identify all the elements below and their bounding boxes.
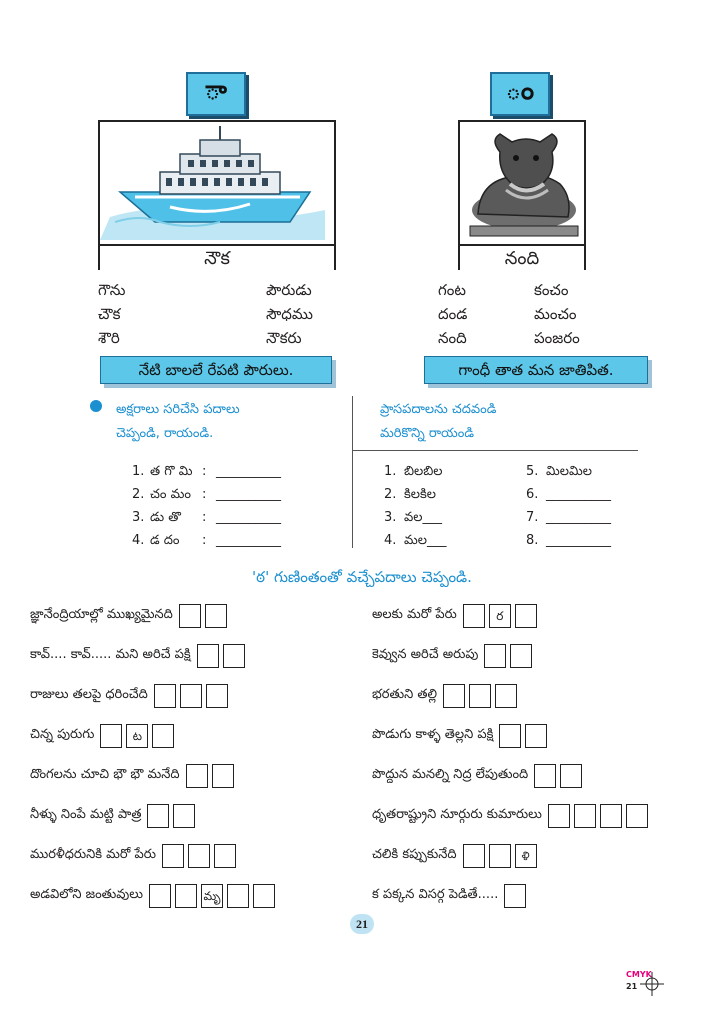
puzzle-row [30,884,279,908]
letter-box[interactable] [525,724,547,748]
puzzle-row [372,684,521,708]
list-item [526,506,611,529]
letter-box[interactable] [152,724,174,748]
item-sep: : [202,533,207,548]
puzzle-question: కెవ్వున అరిచే అరుపు [372,647,479,662]
cmyk-label: CMYK [626,970,652,979]
letter-box[interactable] [149,884,171,908]
letter-box[interactable] [175,884,197,908]
word: నంది [438,329,467,347]
item-number: 3. [384,510,397,525]
word: దండ [438,305,468,323]
item-number: 3. [132,510,145,525]
puzzle-row [372,724,551,748]
letter-box[interactable] [548,804,570,828]
word: శౌరి [98,329,120,347]
ship-illustration [100,122,334,240]
item-number: 8. [526,533,539,548]
section-left-heading-line2: చెప్పండి, రాయండి. [116,426,214,441]
letter-box[interactable]: మృ [201,884,223,908]
letter-box[interactable] [484,644,506,668]
puzzle-question: పొడుగు కాళ్ళ తెల్లని పక్షి [372,727,494,742]
list-item [526,460,611,483]
item-sep: : [202,510,207,525]
puzzle-question: అడవిలోని జంతువులు [30,887,143,902]
answer-blank[interactable]: __________ [216,464,281,479]
word-list-left-col2 [266,278,313,350]
list-item [384,506,446,529]
letter-box[interactable] [227,884,249,908]
tab-right-glyph: ం [505,76,535,106]
letter-tab-left [186,72,246,116]
letter-box[interactable] [515,604,537,628]
letter-box[interactable] [463,604,485,628]
letter-box[interactable] [197,644,219,668]
word: గౌను [98,281,126,299]
letter-box[interactable] [253,884,275,908]
letter-box[interactable] [560,764,582,788]
nandi-picture-card [458,120,586,270]
item-number: 1. [132,464,145,479]
item-text: కిలకిల [404,487,437,502]
item-number: 6. [526,487,539,502]
section-right-underline [352,450,638,451]
letter-box[interactable] [469,684,491,708]
puzzle-row [30,604,231,628]
answer-blank[interactable]: __________ [546,487,611,502]
word: మంచం [534,305,577,323]
letter-box[interactable] [100,724,122,748]
letter-box[interactable] [489,844,511,868]
letter-box[interactable] [205,604,227,628]
puzzle-question: రాజులు తలపై ధరించేది [30,687,148,702]
puzzle-row [30,644,249,668]
letter-box[interactable] [443,684,465,708]
item-number: 4. [132,533,145,548]
puzzle-row [372,804,652,828]
banner-right: గాంధీ తాత మన జాతిపిత. [424,356,648,384]
puzzle-row [372,644,536,668]
item-text[interactable]: మల___ [404,533,447,548]
section-right-heading-line1: ప్రాసపదాలను చదవండి [380,402,497,417]
item-number: 2. [384,487,397,502]
puzzle-row [30,764,238,788]
answer-blank[interactable]: __________ [216,533,281,548]
item-number: 4. [384,533,397,548]
ship-picture-card [98,120,336,270]
puzzle-question: అలకు మరో పేరు [372,607,457,622]
section-divider [352,396,353,548]
letter-box[interactable] [499,724,521,748]
word-list-right-col2 [534,278,580,350]
list-item [132,506,281,529]
letter-box[interactable] [186,764,208,788]
section-right-heading-line2: మరికొన్ని రాయండి [380,426,474,441]
ship-caption: నౌక [100,244,334,272]
puzzle-row [30,684,232,708]
letter-box[interactable] [463,844,485,868]
section-right-items-col1 [384,460,446,552]
puzzle-question: ధృతరాష్ట్రుని నూర్గురు కుమారులు [372,807,542,822]
list-item [132,460,281,483]
section-left-heading-line1: అక్షరాలు సరిచేసి పదాలు [116,402,240,417]
word-list-right-col1 [438,278,467,350]
item-number: 7. [526,510,539,525]
letter-box[interactable] [206,684,228,708]
item-text[interactable]: వల___ [404,510,442,525]
list-item [132,483,281,506]
puzzle-row [372,604,541,628]
item-number: 5. [526,464,539,479]
puzzle-question: చలికి కప్పుకునేది [372,847,457,862]
item-text: డు తొ [150,510,181,525]
letter-box[interactable] [188,844,210,868]
letter-box[interactable] [173,804,195,828]
letter-box[interactable] [600,804,622,828]
puzzle-row [30,724,178,748]
item-number: 2. [132,487,145,502]
list-item [384,460,446,483]
letter-box[interactable] [504,884,526,908]
word-list-left-col1 [98,278,125,350]
letter-box[interactable] [574,804,596,828]
letter-box[interactable] [223,644,245,668]
word: పౌరుడు [266,281,312,299]
letter-box[interactable] [214,844,236,868]
letter-box[interactable]: ర [489,604,511,628]
footer-page-number: 21 [626,982,638,991]
letter-box[interactable]: ట [126,724,148,748]
nandi-caption: నంది [460,244,584,272]
puzzle-question: పొద్దున మనల్ని నిద్ర లేపుతుంది [372,767,529,782]
list-item [384,529,446,552]
puzzle-row [372,764,586,788]
section-left-items [132,460,281,552]
list-item [526,483,611,506]
page-number: 21 [350,914,374,934]
letter-box[interactable] [147,804,169,828]
letter-box[interactable] [179,604,201,628]
answer-blank[interactable]: __________ [216,487,281,502]
answer-blank[interactable]: __________ [546,533,611,548]
bullet-icon [90,400,102,412]
section-left-heading [116,398,240,446]
section-right-items-col2 [526,460,611,552]
letter-box[interactable]: ళి [515,844,537,868]
letter-box[interactable] [154,684,176,708]
item-text: మిలమిల [546,464,592,479]
puzzle-question: భరతుని తల్లి [372,687,437,702]
item-text: త గొ మి [150,464,193,479]
item-number: 1. [384,464,397,479]
answer-blank[interactable]: __________ [546,510,611,525]
list-item [526,529,611,552]
puzzle-row [372,884,530,908]
item-sep: : [202,464,207,479]
puzzle-row [30,844,240,868]
section-right-heading [380,398,496,446]
puzzle-question: మురళీధరునికి మరో పేరు [30,847,156,862]
letter-box[interactable] [626,804,648,828]
letter-box[interactable] [510,644,532,668]
list-item [132,529,281,552]
puzzle-question: జ్ఞానేంద్రియాల్లో ముఖ్యమైనది [30,607,173,622]
word: సౌధము [266,305,313,323]
registration-mark-icon [640,972,664,996]
word: కంచం [534,281,569,299]
puzzle-question: చిన్న పురుగు [30,727,95,742]
item-text: డ దం [150,533,180,548]
tab-left-glyph: ా [205,76,227,106]
word: నౌకరు [266,329,302,347]
item-text: బిలబిల [404,464,443,479]
puzzle-question: కావ్.... కావ్..... మని అరిచే పక్షి [30,647,191,662]
item-sep: : [202,487,207,502]
puzzle-question: నీళ్ళు నింపే మట్టి పాత్ర [30,807,142,822]
banner-left: నేటి బాలలే రేపటి పౌరులు. [100,356,332,384]
letter-box[interactable] [495,684,517,708]
letter-box[interactable] [162,844,184,868]
puzzle-row [372,844,541,868]
word: గంట [438,281,466,299]
gunintham-heading: 'ఠ' గుణింతంతో వచ్చేపదాలు చెప్పండి. [252,568,472,586]
puzzle-question: దొంగలను చూచి భౌ భౌ మనేది [30,767,180,782]
nandi-illustration [460,122,584,240]
letter-box[interactable] [180,684,202,708]
word: చౌక [98,305,121,323]
letter-box[interactable] [534,764,556,788]
letter-box[interactable] [212,764,234,788]
answer-blank[interactable]: __________ [216,510,281,525]
puzzle-question: క పక్కన విసర్గ పెడితే..... [372,887,499,902]
item-text: చం మం [150,487,191,502]
word: పంజరం [534,329,580,347]
puzzle-row [30,804,199,828]
list-item [384,483,446,506]
letter-tab-right [490,72,550,116]
